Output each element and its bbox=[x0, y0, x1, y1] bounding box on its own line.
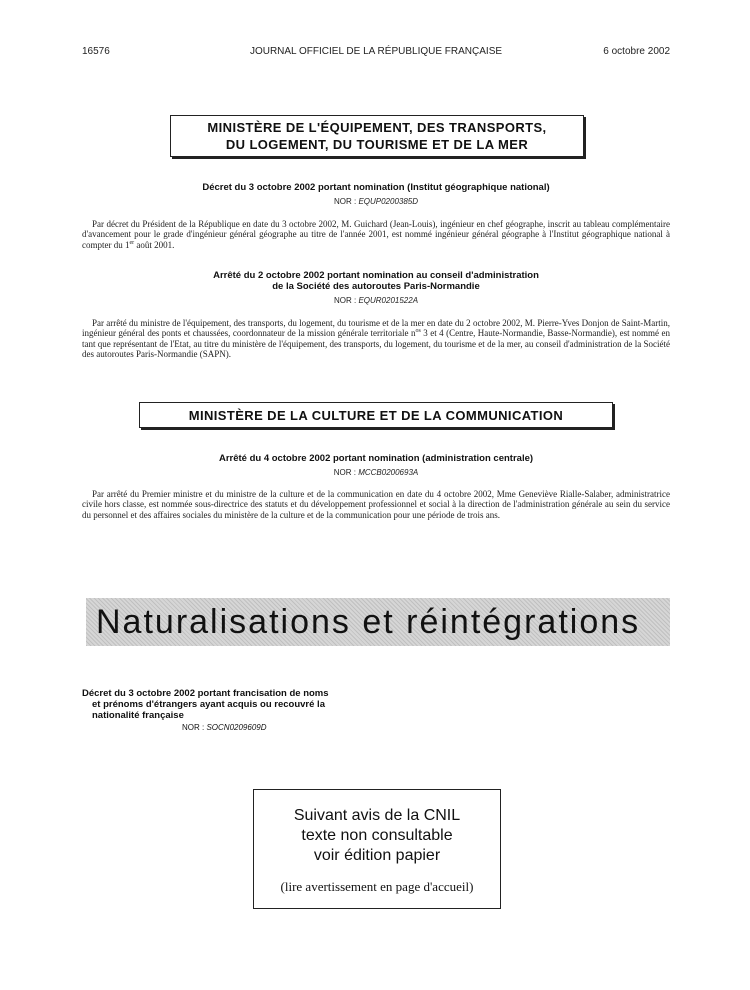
arrete-sapn-body bbox=[82, 318, 670, 360]
cnil-note: (lire avertissement en page d'accueil) bbox=[280, 879, 474, 894]
cnil-notice-box bbox=[253, 789, 501, 909]
body-sup: os bbox=[415, 328, 421, 335]
body-text-1: Par arrêté du ministre de l'équipement, des transports, du logement, du tourisme et de la mer en date du 2 octobre 2002, M. Pierre-Yves Donjon de Saint-Martin, ingénieur général des ponts et chaussées, coordonnateur de la mission générale territoriale n bbox=[82, 318, 670, 339]
arrete-culture-title: Arrêté du 4 octobre 2002 portant nomination (administration centrale) bbox=[218, 453, 534, 464]
ministry-title-line1: MINISTÈRE DE L'ÉQUIPEMENT, DES TRANSPORTS, bbox=[207, 120, 547, 135]
nor-code: EQUP0200385D bbox=[358, 197, 419, 206]
decree-ign-nor bbox=[82, 197, 670, 206]
naturalisations-banner bbox=[86, 598, 670, 646]
decree-line2: et prénoms d'étrangers ayant acquis ou recouvré la bbox=[92, 699, 325, 710]
decree-ign-title: Décret du 3 octobre 2002 portant nomination (Institut géographique national) bbox=[202, 182, 550, 193]
cnil-line3: voir édition papier bbox=[313, 847, 441, 864]
title-line1: Arrêté du 2 octobre 2002 portant nomination au conseil d'administration bbox=[213, 270, 539, 281]
nor-label: NOR : bbox=[333, 296, 357, 305]
decree-line3: nationalité française bbox=[92, 710, 184, 721]
ministry-title-line2: DU LOGEMENT, DU TOURISME ET DE LA MER bbox=[225, 137, 529, 152]
cnil-line1: Suivant avis de la CNIL bbox=[293, 807, 461, 824]
ministry-culture-box bbox=[139, 402, 613, 428]
page-header bbox=[82, 46, 670, 60]
nor-code: EQUR0201522A bbox=[358, 296, 419, 305]
decree-francisation bbox=[82, 688, 402, 733]
banner-title: Naturalisations et réintégrations bbox=[96, 603, 641, 641]
decree-line1: Décret du 3 octobre 2002 portant francisation de noms bbox=[82, 688, 329, 699]
body-text: Par décret du Président de la République en date du 3 octobre 2002, M. Guichard (Jean-Louis), ingénieur en chef géographe, inscrit au tableau complémentaire d'avancement pour le grade d'ingénieur général géographe au titre de l'année 2001, est nommé ingénieur général géographe à l'Institut géographique national à compter du 1 bbox=[82, 219, 670, 250]
arrete-sapn-title bbox=[82, 270, 670, 292]
nor-code: SOCN0209609D bbox=[206, 723, 267, 732]
cnil-line2: texte non consultable bbox=[301, 827, 453, 844]
nor-label: NOR : bbox=[333, 197, 357, 206]
nor-label: NOR : bbox=[182, 723, 205, 732]
arrete-sapn-nor bbox=[82, 296, 670, 305]
nor-label: NOR : bbox=[333, 468, 356, 477]
body-sup: er bbox=[129, 239, 135, 246]
issue-date: 6 octobre 2002 bbox=[603, 46, 670, 57]
ministry-title: MINISTÈRE DE LA CULTURE ET DE LA COMMUNICATION bbox=[188, 407, 564, 423]
body-text-2: 3 et 4 (Centre, Haute-Normandie, Basse-Normandie), est nommé en tant que représentant de l'Etat, au titre du ministère de l'équipement, des transports, du logement, du tourisme et de la mer, au conseil d'administration de la Société des autoroutes Paris-Normandie (SAPN). bbox=[82, 328, 670, 360]
title-line2: de la Société des autoroutes Paris-Normandie bbox=[272, 281, 480, 292]
decree-ign-body bbox=[82, 219, 670, 250]
arrete-culture-nor bbox=[82, 468, 670, 477]
arrete-culture-body: Par arrêté du Premier ministre et du ministre de la culture et de la communication en date du 4 octobre 2002, Mme Geneviève Rialle-Salaber, administratrice civile hors classe, est nommée sous-directrice des statuts et du développement professionnel et social à la direction de l'administration générale au sein du service du personnel et des affaires sociales du ministère de la culture et de la communication pour une période de trois ans. bbox=[82, 489, 670, 520]
body-end: août 2001. bbox=[134, 239, 175, 250]
page-number: 16576 bbox=[82, 46, 110, 57]
journal-title: JOURNAL OFFICIEL DE LA RÉPUBLIQUE FRANÇAISE bbox=[249, 46, 503, 57]
ministry-equipement-box bbox=[170, 115, 584, 157]
nor-code: MCCB0200693A bbox=[358, 468, 419, 477]
decree-nor bbox=[82, 722, 402, 733]
